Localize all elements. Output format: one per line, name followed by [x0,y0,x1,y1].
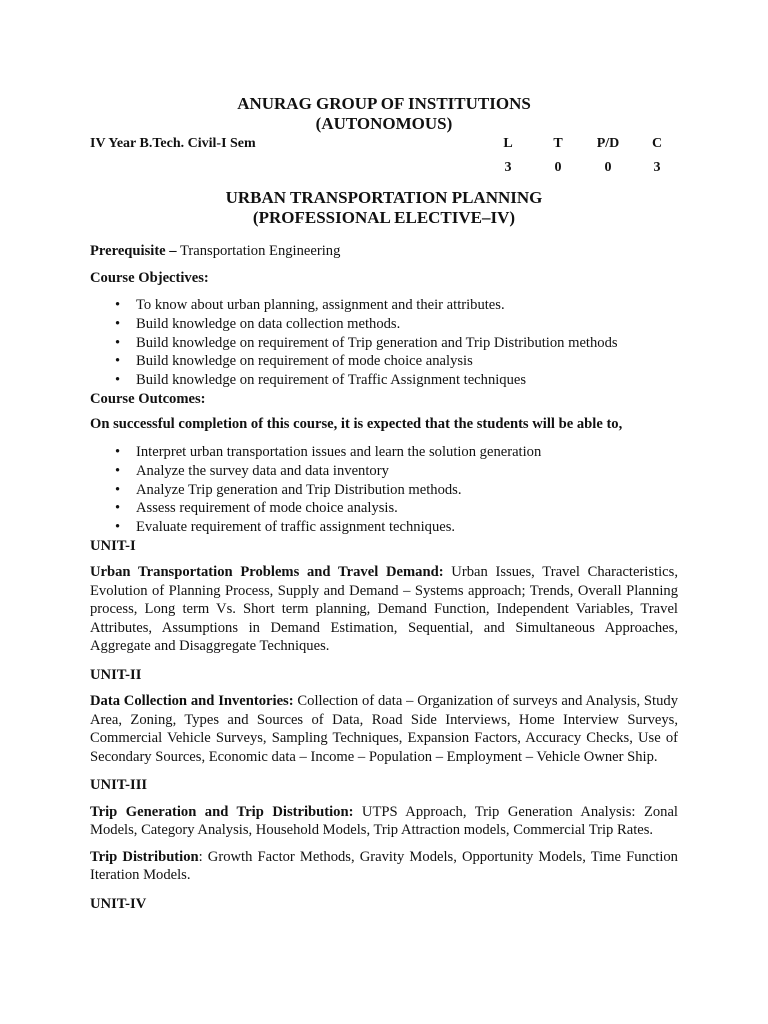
unit-title: UNIT-III [90,777,148,794]
list-item: • Build knowledge on requirement of Trip generation and Trip Distribution methods [90,334,678,353]
objectives-heading: Course Objectives: [90,269,209,286]
credit-value-c: 3 [653,160,661,175]
credit-value-t: 0 [554,160,562,175]
list-item: • Analyze the survey data and data inventory [90,462,678,481]
credit-label-t: T [553,136,563,151]
outcomes-intro: On successful completion of this course, it is expected that the students will be able to, [90,416,623,433]
syllabus-page [90,94,678,913]
credit-label-pd: P/D [596,136,620,151]
prerequisite [90,242,678,261]
unit-topic-body: Urban Issues, Travel Characteristics, Evolution of Planning Process, Supply and Demand – Systems approach; Trends, Overall Planning process, Long term Vs. Short term planning, Demand Function, Independent Variables, Travel Attributes, Assumptions in Demand Estimation, Sequential, and Simultaneous Approaches, Aggregate and Disaggregate Techniques. [90,564,678,655]
list-item: • Interpret urban transportation issues and learn the solution generation [90,443,678,462]
autonomous-label: (AUTONOMOUS) [315,114,453,133]
outcomes-heading: Course Outcomes: [90,390,206,407]
credits-header-row [90,136,678,160]
unit-content [90,563,678,656]
unit-content [90,848,678,885]
outcomes-list [90,443,678,537]
unit-topic-body: Collection of data – Organization of surveys and Analysis, Study Area, Zoning, Types and Sources of Data, Road Side Interviews, Home Interview Surveys, Commercial Vehicle Surveys, Sampling Techniques, Expansion Factors, Accuracy Checks, Use of Secondary Sources, Economic data – Income – Population – Employment – Vehicle Owner Ship. [90,693,678,765]
unit-title: UNIT-I [90,537,136,554]
unit-topic-body: : Growth Factor Methods, Gravity Models, Opportunity Models, Time Function Iteration Models. [90,848,678,884]
list-item: • Assess requirement of mode choice analysis. [90,499,678,518]
unit-title: UNIT-II [90,666,142,683]
unit-content [90,803,678,840]
credits-value-row [90,160,678,184]
list-item: • Build knowledge on data collection methods. [90,315,678,334]
list-item: • Build knowledge on requirement of mode choice analysis [90,352,678,371]
credit-value-pd: 0 [604,160,612,175]
credit-label-l: L [503,136,513,151]
unit-topic-body: UTPS Approach, Trip Generation Analysis: Zonal Models, Category Analysis, Household Models, Trip Attraction models, Commercial Trip Rates. [90,803,678,839]
unit-topic-lead: Data Collection and Inventories: [90,693,294,710]
institution-name: ANURAG GROUP OF INSTITUTIONS [237,94,531,113]
unit-content [90,692,678,766]
objectives-list [90,296,678,390]
prerequisite-value: Transportation Engineering [176,243,341,259]
course-title: URBAN TRANSPORTATION PLANNING [225,188,543,207]
unit-topic-lead: Trip Distribution [90,848,199,865]
semester-label: IV Year B.Tech. Civil-I Sem [90,136,256,151]
unit-topic-lead: Urban Transportation Problems and Travel Demand: [90,564,444,581]
list-item: • Analyze Trip generation and Trip Distribution methods. [90,481,678,500]
list-item: • To know about urban planning, assignment and their attributes. [90,296,678,315]
prerequisite-label: Prerequisite – [90,243,177,259]
list-item: • Build knowledge on requirement of Traffic Assignment techniques [90,371,678,390]
credit-label-c: C [651,136,663,151]
course-subtitle: (PROFESSIONAL ELECTIVE–IV) [252,208,516,227]
unit-topic-lead: Trip Generation and Trip Distribution: [90,803,354,820]
unit-title: UNIT-IV [90,895,147,912]
list-item: • Evaluate requirement of traffic assignment techniques. [90,518,678,537]
credit-value-l: 3 [504,160,512,175]
